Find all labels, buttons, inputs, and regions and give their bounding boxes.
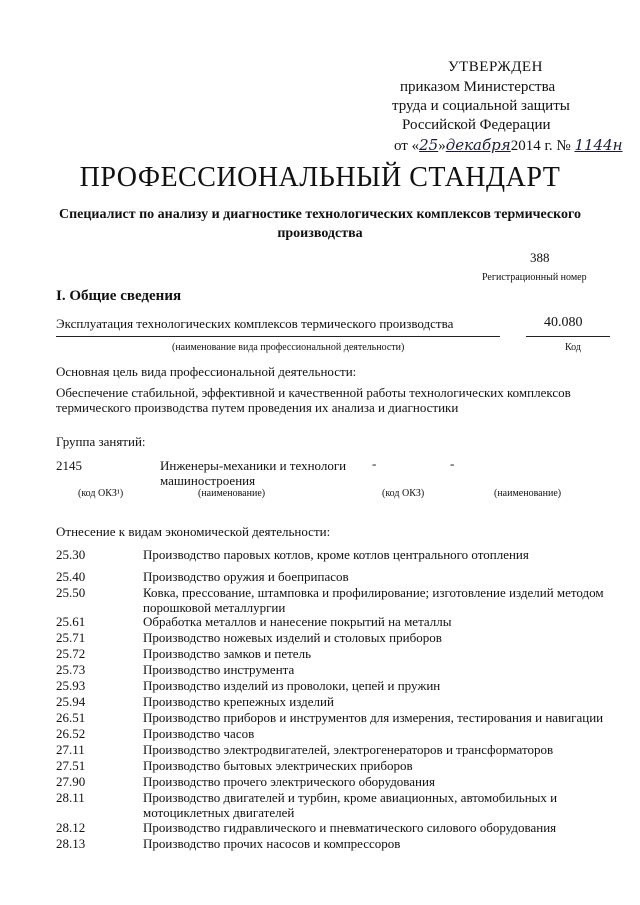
activity-caption: (наименование вида профессиональной деятельности) [172,342,405,353]
registration-label: Регистрационный номер [482,272,587,283]
standard-subtitle: Специалист по анализу и диагностике технологических комплексов термического производства [58,207,582,241]
order-number: 1144н [574,136,623,154]
okved-code: 28.12 [56,820,86,835]
caption-okz-code: (код ОКЗ¹) [78,488,124,499]
approval-title: УТВЕРЖДЕН [448,59,543,75]
date-day: 25 [419,136,439,154]
okved-code: 25.94 [56,694,86,709]
occupation-name-2: - [450,456,455,471]
okved-name: Производство прочих насосов и компрессоров [143,836,401,851]
caption-name: (наименование) [198,488,266,499]
activity-underline [56,336,500,337]
date-prefix: от « [394,138,420,154]
okved-name: Производство инструмента [143,662,295,677]
approval-line-2: труда и социальной защиты [392,98,570,114]
goal-text: Обеспечение стабильной, эффективной и качественной работы технологических комплексов термического производства путем проведения их анализа и диагностики [56,385,571,415]
page-title: ПРОФЕССИОНАЛЬНЫЙ СТАНДАРТ [79,162,561,193]
activity-code: 40.080 [544,315,583,330]
okved-code: 26.51 [56,710,86,725]
activity-name: Эксплуатация технологических комплексов термического производства [56,316,454,331]
date-mid: » [438,138,446,154]
okved-code: 26.52 [56,726,86,741]
okved-code: 25.50 [56,585,86,600]
okved-code: 28.13 [56,836,86,851]
okved-code: 27.51 [56,758,86,773]
okved-code: 27.90 [56,774,86,789]
okved-label: Отнесение к видам экономической деятельности: [56,524,331,539]
okved-name: Производство крепежных изделий [143,694,334,709]
okved-name: Производство гидравлического и пневматического силового оборудования [143,820,557,835]
occupation-code-2: - [372,456,377,471]
okved-code: 25.71 [56,630,86,645]
okved-code: 25.73 [56,662,86,677]
okved-name: Производство приборов и инструментов для измерения, тестирования и навигации [143,710,604,725]
okved-name: Производство изделий из проволоки, цепей и пружин [143,678,441,693]
okved-name: Производство паровых котлов, кроме котлов центрального отопления [143,547,529,562]
okved-name: Производство бытовых электрических приборов [143,758,413,773]
occupation-name: Инженеры-механики и технологи машиностроения [160,458,347,488]
caption-name-2: (наименование) [494,488,562,499]
okved-name: Ковка, прессование, штамповка и профилирование; изготовление изделий методом порошковой металлургии [143,585,604,615]
approval-line-1: приказом Министерства [400,79,556,95]
occupation-code: 2145 [56,458,82,473]
code-underline [526,336,610,337]
registration-number: 388 [530,250,550,265]
caption-okz-code-2: (код ОКЗ) [382,488,425,499]
okved-code: 28.11 [56,790,85,805]
approval-date-line [394,136,623,156]
okved-name: Обработка металлов и нанесение покрытий на металлы [143,614,452,629]
okved-name: Производство прочего электрического оборудования [143,774,435,789]
okved-code: 25.93 [56,678,86,693]
okved-code: 25.61 [56,614,86,629]
okved-name: Производство оружия и боеприпасов [143,569,349,584]
okved-name: Производство замков и петель [143,646,311,661]
okved-code: 25.40 [56,569,86,584]
date-month: декабря [445,136,511,154]
okved-code: 27.11 [56,742,85,757]
date-year: 2014 г. № [510,138,571,154]
okved-name: Производство электродвигателей, электрогенераторов и трансформаторов [143,742,554,757]
approval-line-3: Российской Федерации [402,117,551,133]
goal-label: Основная цель вида профессиональной деятельности: [56,364,357,379]
okved-code: 25.72 [56,646,86,661]
okved-name: Производство ножевых изделий и столовых приборов [143,630,442,645]
section-title: I. Общие сведения [56,288,182,304]
okved-name: Производство часов [143,726,255,741]
occupation-group-label: Группа занятий: [56,434,146,449]
code-caption: Код [565,342,581,353]
okved-name: Производство двигателей и турбин, кроме авиационных, автомобильных и мотоциклетных двигателей [143,790,558,820]
okved-code: 25.30 [56,547,86,562]
